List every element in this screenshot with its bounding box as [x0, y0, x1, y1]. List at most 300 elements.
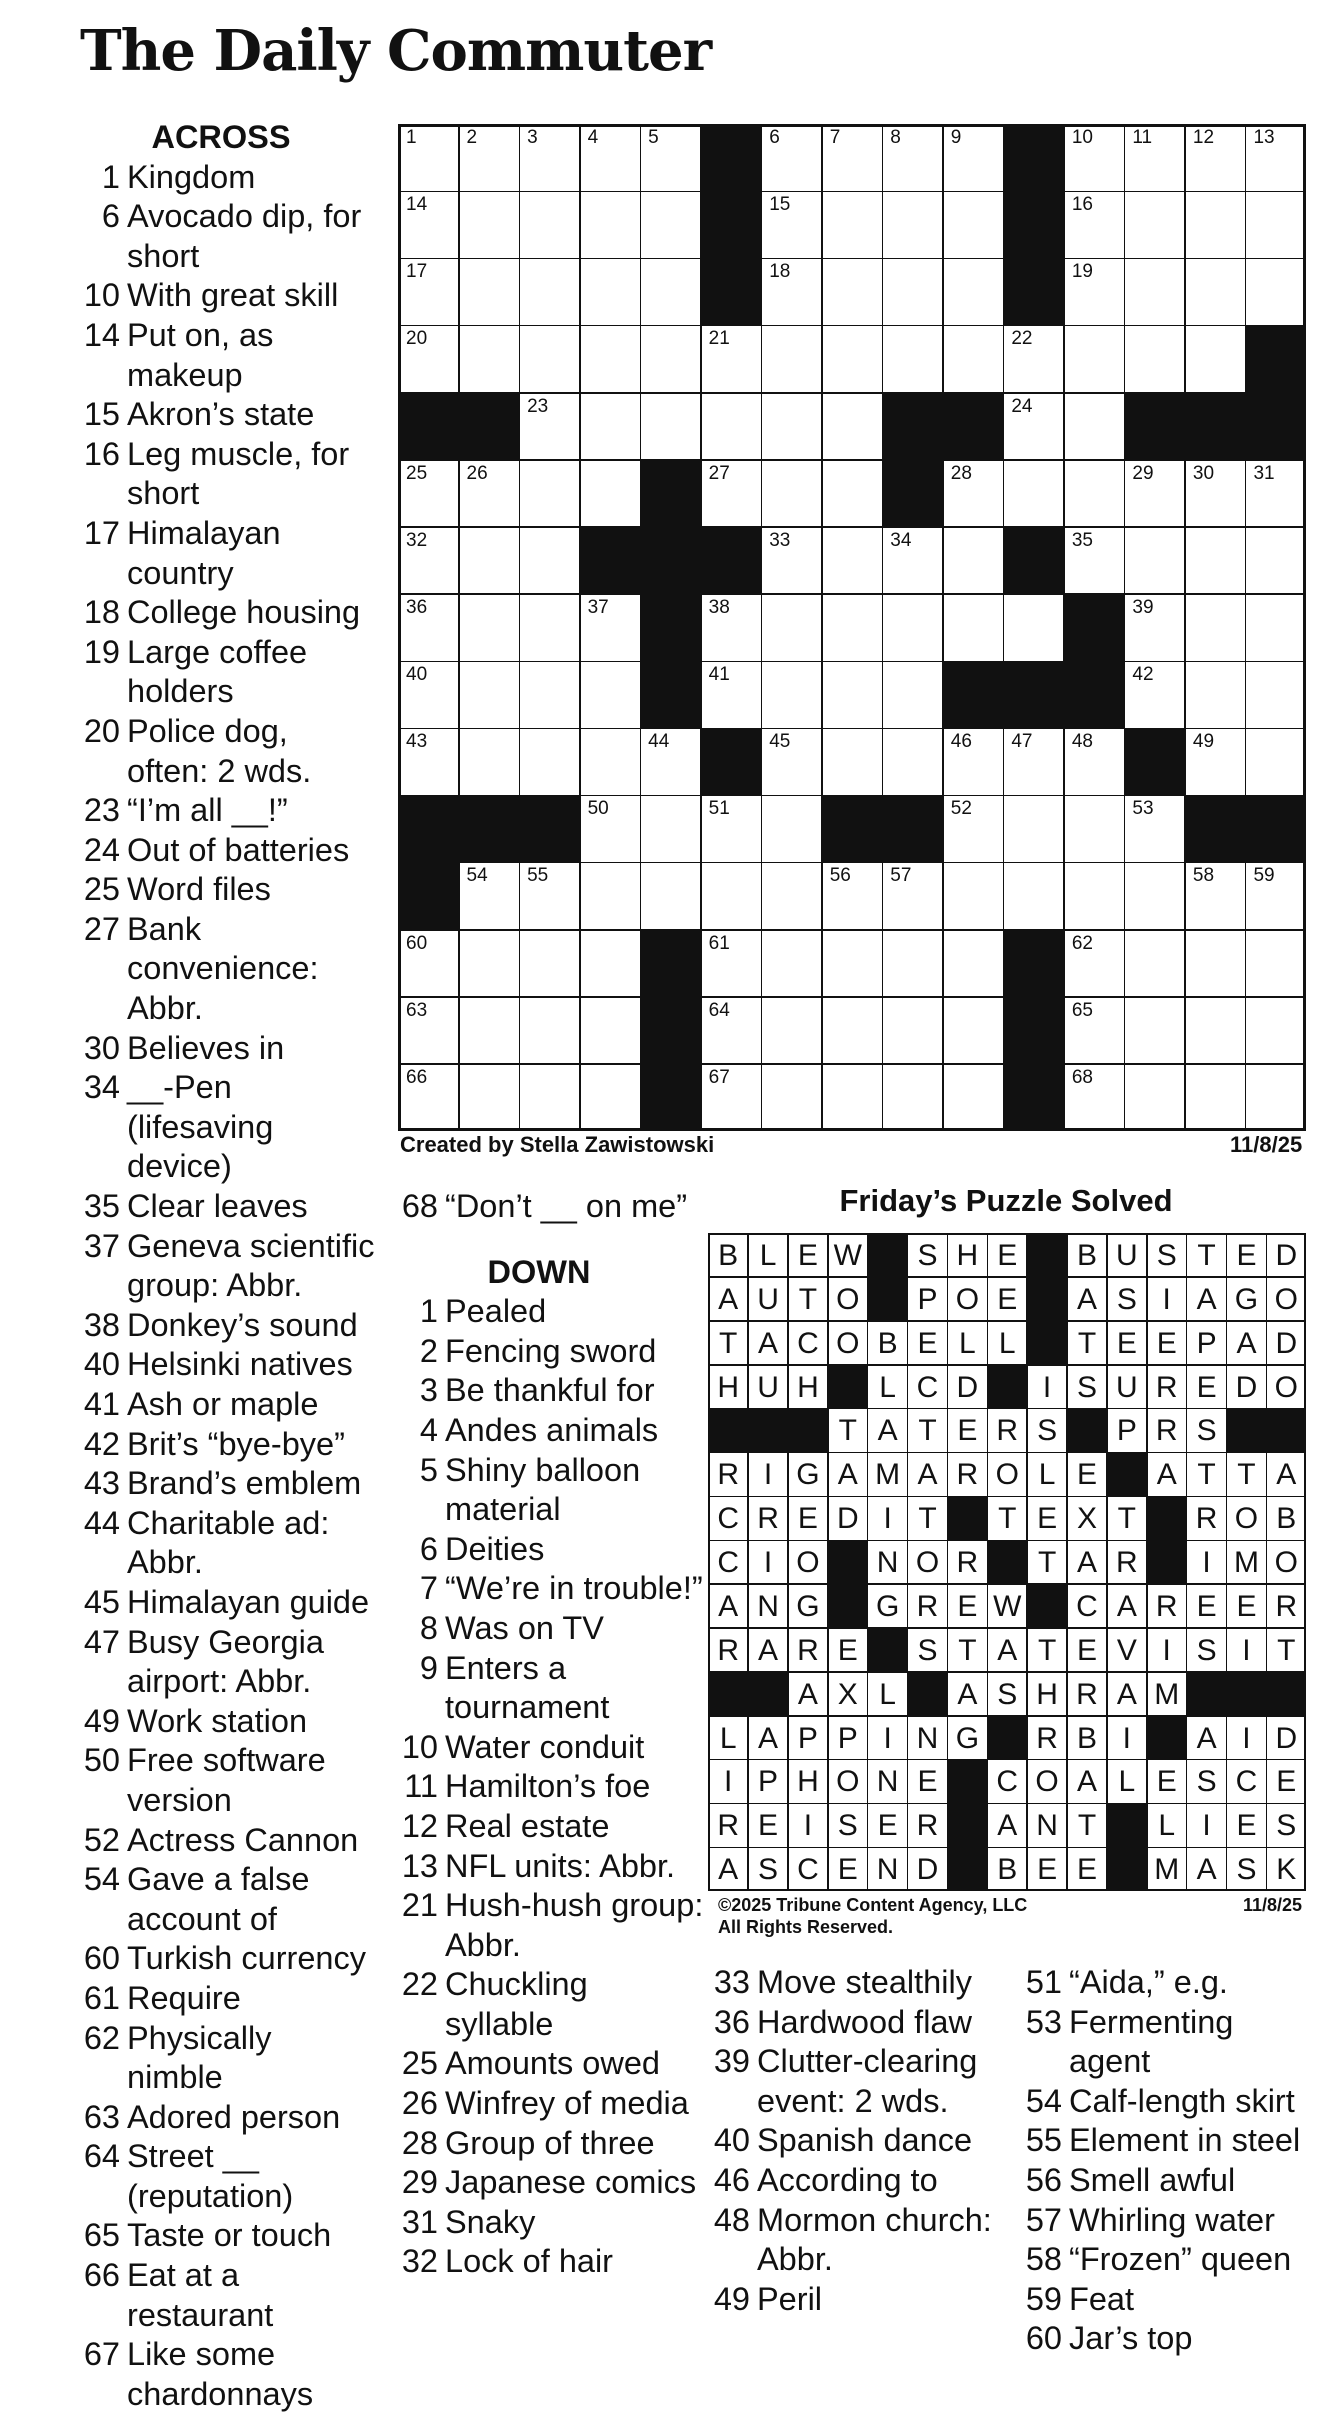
- grid-cell: [519, 191, 580, 259]
- solution-date: 11/8/25: [1243, 1895, 1303, 1915]
- clue-number: 62: [83, 2019, 120, 2056]
- solution-letter: D: [907, 1847, 947, 1891]
- solution-black-square: [947, 1759, 987, 1803]
- black-square: [1003, 124, 1064, 192]
- clue-number: 34: [83, 1069, 120, 1106]
- grid-cell: [1245, 1064, 1306, 1132]
- clue-text: Group of three: [445, 2124, 655, 2161]
- solution-letter: G: [947, 1716, 987, 1760]
- solution-letter: I: [867, 1716, 907, 1760]
- clue-number: 58: [1025, 2241, 1062, 2278]
- grid-cell: [1185, 728, 1246, 796]
- solution-black-square: [1027, 1321, 1067, 1365]
- clue-text: Peril: [757, 2280, 823, 2317]
- solution-letter: L: [1027, 1452, 1067, 1496]
- solution-letter: N: [748, 1584, 788, 1628]
- clue-number: 15: [83, 396, 120, 433]
- solution-letter: C: [708, 1540, 748, 1584]
- solution-black-square: [907, 1672, 947, 1716]
- cell-number: 66: [406, 1066, 428, 1088]
- solution-letter: A: [788, 1672, 828, 1716]
- clue-text: Andes animals: [445, 1411, 659, 1448]
- grid-cell: [1185, 862, 1246, 930]
- solution-black-square: [867, 1628, 907, 1672]
- solution-letter: X: [1067, 1496, 1107, 1540]
- clue-number: 12: [401, 1807, 438, 1844]
- solution-letter: C: [708, 1496, 748, 1540]
- solution-letter: S: [748, 1847, 788, 1891]
- grid-cell: [943, 862, 1004, 930]
- solution-letter: R: [1067, 1672, 1107, 1716]
- black-square: [943, 393, 1004, 461]
- clue-number: 54: [1025, 2082, 1062, 2119]
- clue-text: Brit’s “bye-bye”: [127, 1425, 345, 1462]
- cell-number: 7: [829, 127, 841, 148]
- solution-letter: E: [1147, 1759, 1187, 1803]
- solution-letter: A: [987, 1628, 1027, 1672]
- solution-letter: R: [907, 1803, 947, 1847]
- grid-cell: [1064, 930, 1125, 998]
- grid-cell: [701, 862, 762, 930]
- solution-letter: A: [748, 1716, 788, 1760]
- solution-letter: A: [1147, 1452, 1187, 1496]
- down-clue-32: [394, 2242, 704, 2282]
- clue-number: 44: [83, 1504, 120, 1541]
- grid-cell: [398, 124, 459, 192]
- solution-letter: U: [1107, 1233, 1147, 1277]
- clue-number: 13: [401, 1847, 438, 1884]
- grid-cell: [1124, 460, 1185, 528]
- clue-text: Free software version: [127, 1742, 326, 1818]
- cell-number: 36: [406, 596, 428, 618]
- grid-cell: [822, 1064, 883, 1132]
- grid-cell: [580, 124, 641, 192]
- clue-text: Jar’s top: [1069, 2320, 1193, 2357]
- solution-letter: R: [1107, 1540, 1147, 1584]
- clue-number: 52: [83, 1821, 120, 1858]
- grid-cell: [761, 795, 822, 863]
- grid-cell: [761, 124, 822, 192]
- across-clue-20: [76, 712, 376, 791]
- down-clues-column-1: [394, 1187, 704, 2282]
- solution-letter: P: [788, 1716, 828, 1760]
- across-clue-17: [76, 514, 376, 593]
- solution-letter: T: [1067, 1321, 1107, 1365]
- across-clue-62: [76, 2019, 376, 2098]
- solution-letter: E: [947, 1408, 987, 1452]
- clue-number: 65: [83, 2217, 120, 2254]
- grid-cell: [398, 1064, 459, 1132]
- solution-black-square: [1186, 1672, 1226, 1716]
- grid-cell: [519, 930, 580, 998]
- grid-cell: [1064, 728, 1125, 796]
- solution-letter: B: [987, 1847, 1027, 1891]
- grid-cell: [1064, 862, 1125, 930]
- solution-letter: R: [1147, 1408, 1187, 1452]
- cell-number: 23: [527, 395, 549, 417]
- cell-number: 62: [1071, 932, 1093, 954]
- solution-letter: S: [1067, 1365, 1107, 1409]
- grid-cell: [943, 930, 1004, 998]
- solution-letter: N: [867, 1759, 907, 1803]
- clue-text: Calf-length skirt: [1069, 2082, 1295, 2119]
- solution-letter: S: [1266, 1803, 1306, 1847]
- grid-cell: [1124, 527, 1185, 595]
- black-square: [640, 460, 701, 528]
- down-clue-57: [1018, 2201, 1318, 2241]
- solution-letter: E: [1067, 1452, 1107, 1496]
- clue-text: Spanish dance: [757, 2122, 973, 2159]
- grid-cell: [580, 325, 641, 393]
- solution-letter: E: [987, 1233, 1027, 1277]
- solution-letter: T: [1266, 1628, 1306, 1672]
- across-clue-43: [76, 1464, 376, 1504]
- clue-text: Chuckling syllable: [445, 1966, 588, 2042]
- black-square: [701, 728, 762, 796]
- down-clue-2: [394, 1332, 704, 1372]
- clue-text: “Don’t __ on me”: [445, 1188, 688, 1224]
- grid-cell: [580, 460, 641, 528]
- solution-letter: A: [708, 1277, 748, 1321]
- clue-text: Busy Georgia airport: Abbr.: [127, 1623, 324, 1700]
- solution-letter: C: [1067, 1584, 1107, 1628]
- solution-black-square: [1027, 1277, 1067, 1321]
- cell-number: 33: [769, 529, 791, 551]
- across-clue-35: [76, 1187, 376, 1227]
- clue-text: Put on, as makeup: [127, 316, 274, 393]
- grid-cell: [761, 862, 822, 930]
- solution-letter: S: [828, 1803, 868, 1847]
- solution-letter: M: [1147, 1672, 1187, 1716]
- grid-cell: [398, 191, 459, 259]
- solution-letter: E: [1147, 1321, 1187, 1365]
- down-clue-10: [394, 1728, 704, 1768]
- solution-letter: L: [987, 1321, 1027, 1365]
- grid-cell: [701, 325, 762, 393]
- solution-letter: E: [947, 1584, 987, 1628]
- solution-letter: E: [828, 1628, 868, 1672]
- grid-cell: [943, 997, 1004, 1065]
- grid-cell: [459, 124, 520, 192]
- grid-cell: [398, 997, 459, 1065]
- grid-cell: [1124, 1064, 1185, 1132]
- solution-black-square: [828, 1365, 868, 1409]
- solution-letter: N: [867, 1847, 907, 1891]
- grid-cell: [822, 325, 883, 393]
- clue-number: 7: [419, 1570, 438, 1607]
- cell-number: 65: [1071, 999, 1093, 1021]
- grid-cell: [1003, 325, 1064, 393]
- grid-cell: [580, 862, 641, 930]
- grid-cell: [519, 258, 580, 326]
- solution-letter: G: [1226, 1277, 1266, 1321]
- cell-number: 39: [1132, 596, 1154, 618]
- cell-number: 35: [1071, 529, 1093, 551]
- clue-text: Large coffee holders: [127, 633, 308, 710]
- clue-number: 54: [83, 1861, 120, 1898]
- down-clue-54: [1018, 2082, 1318, 2122]
- clue-number: 47: [83, 1623, 120, 1660]
- solution-black-square: [1067, 1408, 1107, 1452]
- clue-number: 1: [419, 1293, 438, 1330]
- clue-text: Police dog, often: 2 wds.: [127, 712, 312, 789]
- black-square: [882, 795, 943, 863]
- solution-letter: E: [1226, 1584, 1266, 1628]
- cell-number: 10: [1071, 127, 1093, 148]
- clue-number: 21: [401, 1887, 438, 1924]
- cell-number: 40: [406, 664, 428, 686]
- solution-letter: I: [788, 1803, 828, 1847]
- across-clue-61: [76, 1979, 376, 2019]
- grid-cell: [761, 997, 822, 1065]
- solution-black-square: [828, 1584, 868, 1628]
- clue-text: Taste or touch: [127, 2217, 332, 2254]
- cell-number: 42: [1132, 664, 1154, 686]
- solution-letter: P: [907, 1277, 947, 1321]
- solution-letter: N: [867, 1540, 907, 1584]
- black-square: [1245, 795, 1306, 863]
- solution-letter: H: [947, 1233, 987, 1277]
- grid-cell: [580, 393, 641, 461]
- clue-text: Amounts owed: [445, 2045, 660, 2082]
- clue-text: Believes in: [127, 1029, 285, 1066]
- black-square: [640, 997, 701, 1065]
- grid-cell: [943, 1064, 1004, 1132]
- across-clue-42: [76, 1425, 376, 1465]
- solution-letter: L: [867, 1672, 907, 1716]
- solution-letter: L: [708, 1716, 748, 1760]
- solution-letter: E: [788, 1496, 828, 1540]
- cell-number: 68: [1071, 1066, 1093, 1088]
- across-heading: ACROSS: [151, 119, 291, 155]
- solution-letter: T: [828, 1408, 868, 1452]
- solution-letter: D: [947, 1365, 987, 1409]
- grid-cell: [761, 1064, 822, 1132]
- grid-cell: [822, 661, 883, 729]
- solution-black-square: [748, 1672, 788, 1716]
- solution-letter: C: [987, 1759, 1027, 1803]
- solution-letter: I: [1226, 1628, 1266, 1672]
- clue-text: Shiny balloon material: [445, 1451, 641, 1528]
- cell-number: 49: [1192, 731, 1215, 753]
- clue-text: Clutter-clearing event: 2 wds.: [757, 2043, 978, 2119]
- down-clue-1: [394, 1292, 704, 1332]
- across-clue-52: [76, 1821, 376, 1861]
- grid-cell: [822, 191, 883, 259]
- down-clue-58: [1018, 2240, 1318, 2280]
- grid-cell: [882, 862, 943, 930]
- solution-black-square: [1107, 1803, 1147, 1847]
- clue-text: Be thankful for: [445, 1372, 655, 1409]
- grid-cell: [1003, 594, 1064, 662]
- solution-letter: P: [828, 1716, 868, 1760]
- solution-black-square: [1266, 1408, 1306, 1452]
- solution-letter: H: [1027, 1672, 1067, 1716]
- grid-cell: [1003, 728, 1064, 796]
- grid-cell: [519, 594, 580, 662]
- black-square: [1185, 795, 1246, 863]
- clue-text: Geneva scientific group: Abbr.: [127, 1227, 375, 1304]
- solution-letter: I: [748, 1452, 788, 1496]
- solution-letter: R: [708, 1628, 748, 1672]
- clue-number: 53: [1025, 2003, 1062, 2040]
- clue-text: Eat at a restaurant: [127, 2257, 274, 2333]
- solution-letter: I: [867, 1496, 907, 1540]
- solution-letter: A: [1226, 1321, 1266, 1365]
- cell-number: 67: [708, 1066, 730, 1088]
- grid-cell: [1124, 594, 1185, 662]
- across-clue-63: [76, 2098, 376, 2138]
- across-clue-16: [76, 435, 376, 514]
- down-clue-33: [706, 1963, 1006, 2003]
- across-clue-30: [76, 1029, 376, 1069]
- cell-number: 27: [708, 462, 730, 484]
- solution-letter: T: [987, 1496, 1027, 1540]
- black-square: [640, 1064, 701, 1132]
- solution-letter: A: [1107, 1584, 1147, 1628]
- across-clue-41: [76, 1385, 376, 1425]
- grid-cell: [1124, 191, 1185, 259]
- solution-letter: A: [1067, 1277, 1107, 1321]
- cell-number: 46: [950, 731, 972, 753]
- solution-letter: D: [1266, 1716, 1306, 1760]
- clue-text: Charitable ad: Abbr.: [127, 1504, 330, 1581]
- grid-cell: [822, 527, 883, 595]
- solution-letter: E: [1027, 1496, 1067, 1540]
- solution-letter: E: [1186, 1365, 1226, 1409]
- cell-number: 5: [648, 127, 659, 148]
- solution-letter: E: [1226, 1803, 1266, 1847]
- solution-letter: M: [1226, 1540, 1266, 1584]
- down-clue-13: [394, 1847, 704, 1887]
- clue-text: Fencing sword: [445, 1332, 657, 1369]
- clue-text: Hush-hush group: Abbr.: [445, 1887, 704, 1963]
- solution-letter: S: [907, 1233, 947, 1277]
- solution-letter: B: [708, 1233, 748, 1277]
- across-clue-37: [76, 1227, 376, 1306]
- grid-cell: [1003, 393, 1064, 461]
- black-square: [701, 527, 762, 595]
- grid-cell: [882, 930, 943, 998]
- solution-black-square: [1147, 1716, 1187, 1760]
- grid-cell: [519, 862, 580, 930]
- clue-number: 18: [83, 594, 120, 631]
- across-clue-15: [76, 395, 376, 435]
- solution-letter: O: [828, 1759, 868, 1803]
- down-clue-28: [394, 2124, 704, 2164]
- cell-number: 13: [1253, 127, 1275, 148]
- grid-cell: [580, 191, 641, 259]
- grid-cell: [519, 728, 580, 796]
- clue-text: Clear leaves: [127, 1188, 308, 1225]
- clue-text: “We’re in trouble!”: [445, 1570, 703, 1607]
- grid-cell: [701, 997, 762, 1065]
- black-square: [1003, 527, 1064, 595]
- grid-cell: [1124, 325, 1185, 393]
- clue-number: 37: [83, 1227, 120, 1264]
- grid-cell: [459, 191, 520, 259]
- grid-cell: [822, 728, 883, 796]
- black-square: [640, 661, 701, 729]
- black-square: [1003, 930, 1064, 998]
- solution-letter: S: [1147, 1233, 1187, 1277]
- clue-number: 42: [83, 1425, 120, 1462]
- down-clue-46: [706, 2161, 1006, 2201]
- cell-number: 53: [1132, 798, 1154, 820]
- clue-text: Japanese comics: [445, 2164, 697, 2201]
- solved-puzzle-grid: [708, 1233, 1306, 1891]
- solution-letter: T: [1226, 1452, 1266, 1496]
- solution-letter: I: [708, 1759, 748, 1803]
- grid-cell: [822, 393, 883, 461]
- solution-black-square: [708, 1672, 748, 1716]
- newspaper-title: The Daily Commuter: [80, 18, 712, 84]
- clue-text: Himalayan guide: [127, 1583, 370, 1620]
- grid-cell: [701, 393, 762, 461]
- black-square: [943, 661, 1004, 729]
- clue-number: 49: [713, 2280, 750, 2317]
- grid-cell: [1064, 325, 1125, 393]
- across-clue-47: [76, 1623, 376, 1702]
- cell-number: 34: [890, 529, 912, 551]
- solution-black-square: [828, 1540, 868, 1584]
- clue-number: 14: [83, 316, 120, 353]
- grid-cell: [519, 124, 580, 192]
- down-clue-55: [1018, 2121, 1318, 2161]
- down-clue-22: [394, 1965, 704, 2044]
- clue-number: 3: [419, 1372, 438, 1409]
- down-clue-49: [706, 2280, 1006, 2320]
- solution-letter: N: [907, 1716, 947, 1760]
- cell-number: 19: [1071, 261, 1093, 283]
- cell-number: 16: [1071, 194, 1093, 216]
- cell-number: 48: [1071, 731, 1093, 753]
- black-square: [701, 124, 762, 192]
- grid-cell: [822, 594, 883, 662]
- grid-cell: [822, 930, 883, 998]
- solution-letter: G: [788, 1452, 828, 1496]
- solution-letter: E: [788, 1233, 828, 1277]
- solution-letter: L: [1107, 1759, 1147, 1803]
- cell-number: 24: [1011, 395, 1033, 417]
- grid-cell: [1245, 728, 1306, 796]
- cell-number: 54: [466, 865, 488, 887]
- solution-letter: P: [1186, 1321, 1226, 1365]
- solution-letter: R: [947, 1540, 987, 1584]
- grid-cell: [701, 594, 762, 662]
- black-square: [701, 191, 762, 259]
- grid-cell: [882, 258, 943, 326]
- solution-letter: S: [1186, 1628, 1226, 1672]
- across-clue-18: [76, 593, 376, 633]
- solution-letter: A: [867, 1408, 907, 1452]
- grid-cell: [398, 728, 459, 796]
- grid-cell: [398, 930, 459, 998]
- puzzle-date: 11/8/25: [1230, 1132, 1303, 1157]
- grid-cell: [580, 728, 641, 796]
- clue-text: Word files: [127, 871, 271, 908]
- cell-number: 29: [1132, 462, 1154, 484]
- solution-letter: S: [987, 1672, 1027, 1716]
- grid-cell: [1245, 862, 1306, 930]
- across-clues: [76, 118, 376, 2414]
- clue-text: Real estate: [445, 1807, 610, 1844]
- clue-text: Out of batteries: [127, 831, 350, 868]
- solution-letter: I: [1147, 1277, 1187, 1321]
- grid-cell: [882, 661, 943, 729]
- across-clue-49: [76, 1702, 376, 1742]
- grid-cell: [822, 460, 883, 528]
